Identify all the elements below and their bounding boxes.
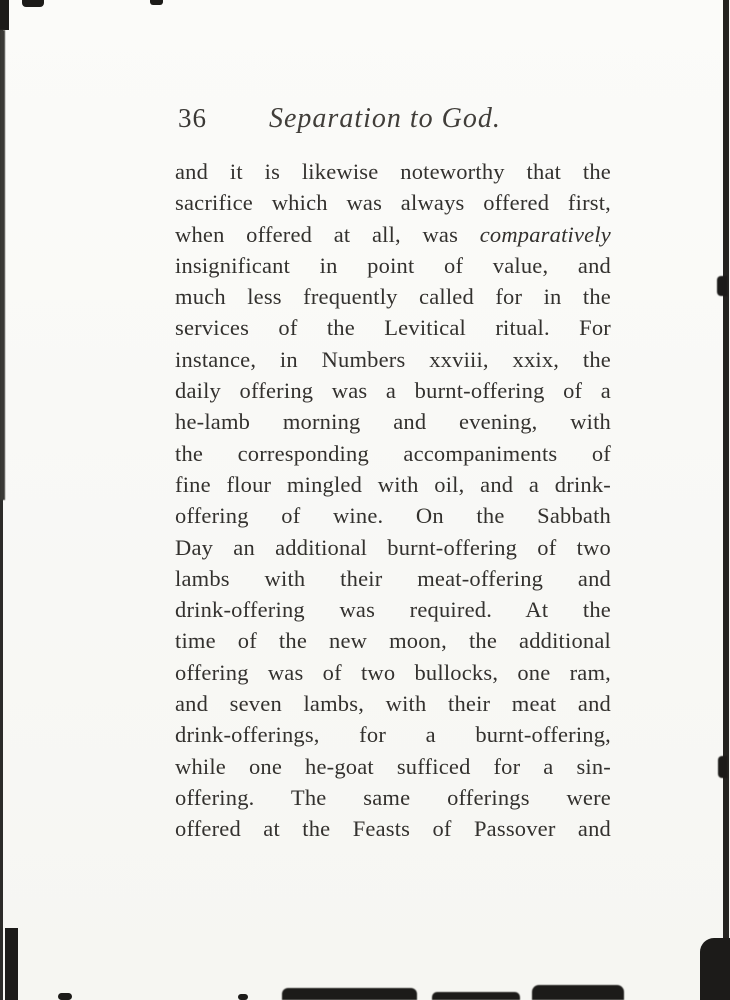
scan-artifact-right-notch xyxy=(717,276,727,296)
text-segment: Day an additional burnt-offering of two xyxy=(175,534,611,560)
text-line xyxy=(175,500,611,531)
text-line xyxy=(175,782,611,813)
scan-artifact-right-notch xyxy=(718,756,727,778)
scan-artifact-top-dash xyxy=(150,0,163,5)
text-line xyxy=(175,532,611,563)
text-line xyxy=(175,563,611,594)
text-segment: when offered at all, was xyxy=(175,221,480,247)
text-segment: drink-offerings, for a burnt-offering, xyxy=(175,722,611,748)
scan-artifact-right-bottom xyxy=(700,938,730,1000)
scan-artifact-left-top xyxy=(0,0,9,30)
text-line xyxy=(175,813,611,844)
text-segment: offering of wine. On the Sabbath xyxy=(175,503,611,529)
text-segment: fine flour mingled with oil, and a drink- xyxy=(175,471,611,497)
page-header xyxy=(178,103,610,135)
text-line xyxy=(175,657,611,688)
text-line xyxy=(175,344,611,375)
text-segment: offered at the Feasts of Passover and xyxy=(175,816,611,842)
body-text xyxy=(175,156,611,845)
scan-artifact-right-edge xyxy=(723,0,729,1000)
text-segment: insignificant in point of value, and xyxy=(175,252,611,278)
text-segment: services of the Levitical ritual. For xyxy=(175,315,611,341)
text-segment: he-lamb morning and evening, with xyxy=(175,409,611,435)
text-segment: daily offering was a burnt-offering of a xyxy=(175,378,611,404)
text-line xyxy=(175,312,611,343)
scan-artifact-left-mid xyxy=(0,30,5,500)
text-segment: drink-offering was required. At the xyxy=(175,597,611,623)
scan-artifact-left-bottom xyxy=(5,928,18,1000)
text-segment: instance, in Numbers xxviii, xxix, the xyxy=(175,346,611,372)
text-segment: while one he-goat sufficed for a sin- xyxy=(175,753,611,779)
text-line xyxy=(175,469,611,500)
running-title: Separation to God. xyxy=(269,103,501,134)
text-line xyxy=(175,751,611,782)
scan-artifact-bottom-blob xyxy=(282,988,417,1000)
text-line xyxy=(175,719,611,750)
text-segment: much less frequently called for in the xyxy=(175,284,611,310)
text-line xyxy=(175,406,611,437)
text-line xyxy=(175,156,611,187)
text-line xyxy=(175,375,611,406)
text-segment: the corresponding accompaniments of xyxy=(175,440,611,466)
text-segment: lambs with their meat-offering and xyxy=(175,565,611,591)
scan-artifact-bottom-dot xyxy=(58,993,72,1000)
text-line xyxy=(175,594,611,625)
text-line xyxy=(175,688,611,719)
text-segment: offering was of two bullocks, one ram, xyxy=(175,659,611,685)
text-segment: time of the new moon, the additional xyxy=(175,628,611,654)
italic-text: comparatively xyxy=(479,221,611,247)
text-segment: and it is likewise noteworthy that the xyxy=(175,159,611,184)
text-segment: offering. The same offerings were xyxy=(175,784,611,810)
scan-artifact-bottom-blob xyxy=(432,992,520,1000)
text-line xyxy=(175,187,611,218)
text-segment: and seven lambs, with their meat and xyxy=(175,691,611,717)
text-line xyxy=(175,438,611,469)
scan-artifact-top-dash xyxy=(22,0,44,7)
text-line xyxy=(175,281,611,312)
text-line xyxy=(175,250,611,281)
scan-artifact-bottom-dot xyxy=(238,994,248,1000)
text-line xyxy=(175,219,611,250)
scan-artifact-bottom-blob xyxy=(532,985,624,1000)
text-line xyxy=(175,625,611,656)
page-number: 36 xyxy=(178,103,207,133)
text-segment: sacrifice which was always offered first, xyxy=(175,190,611,216)
